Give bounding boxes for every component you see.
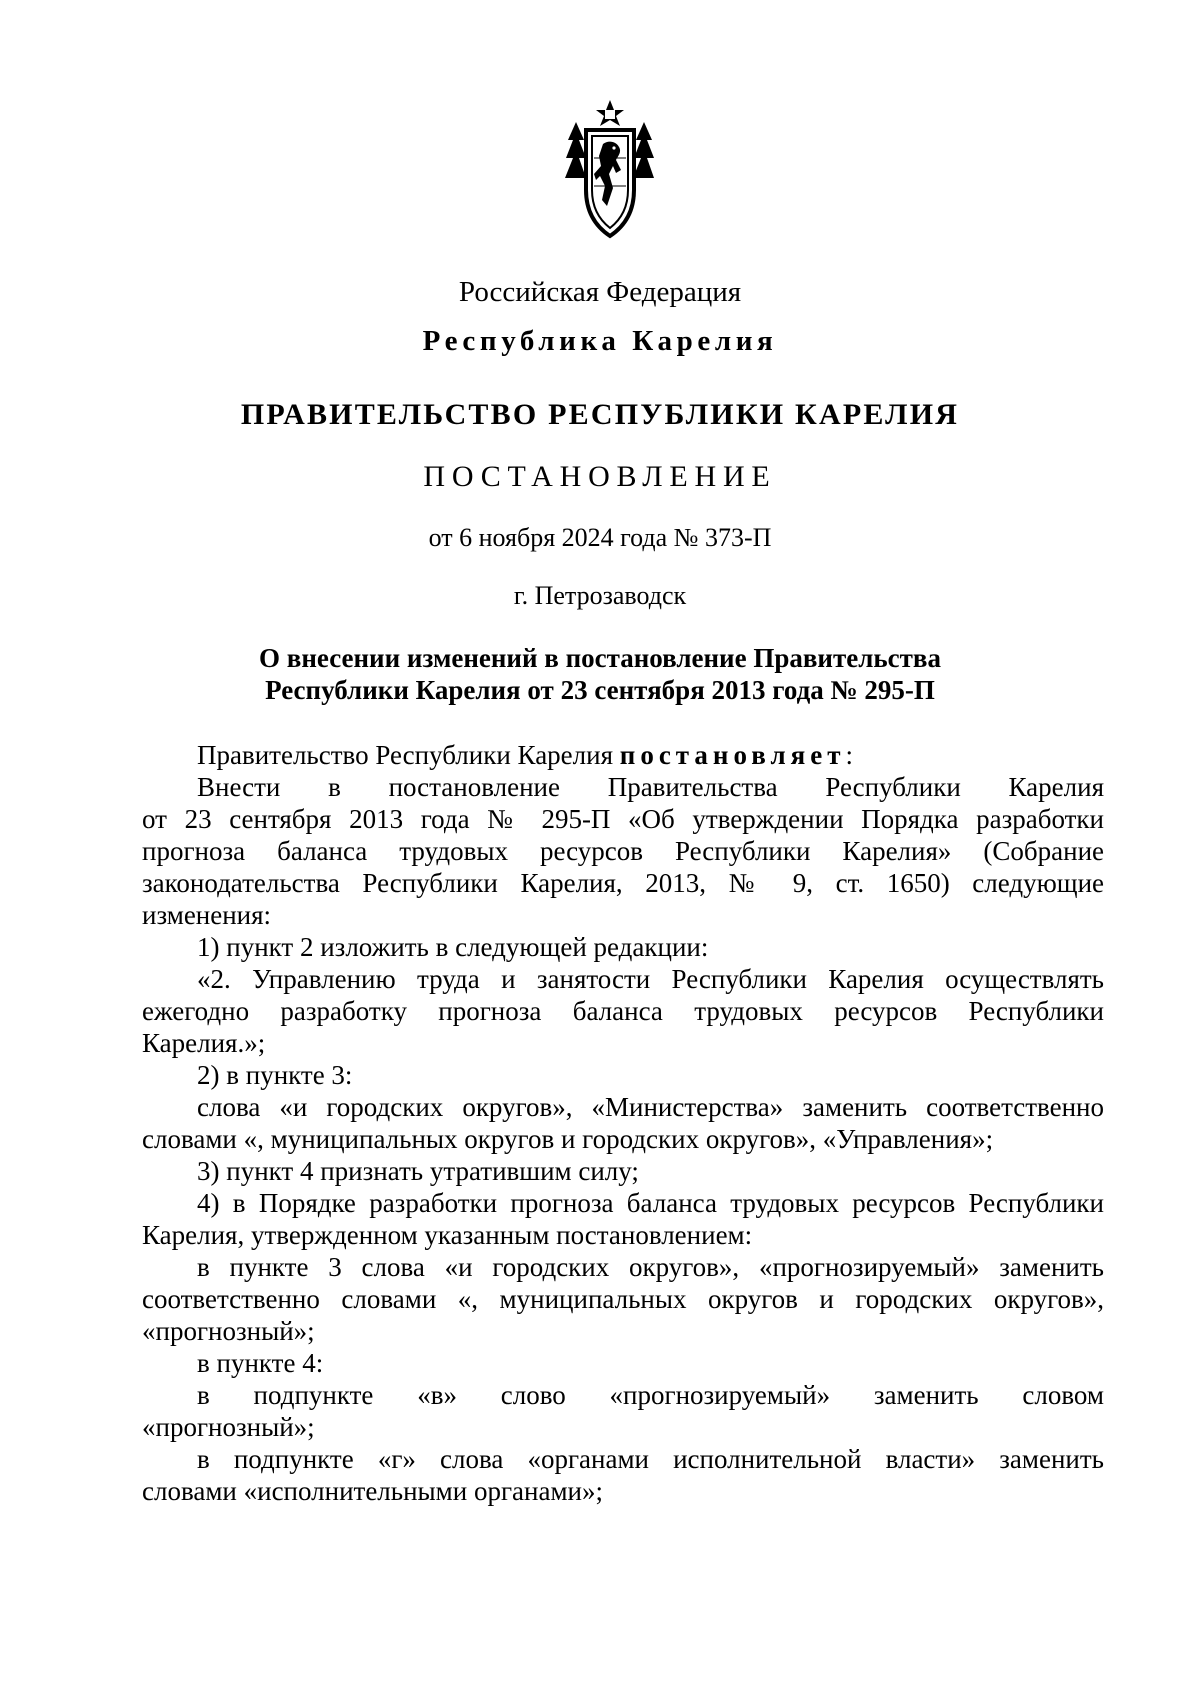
paragraph-line: от 23 сентября 2013 года № 295-П «Об утверждении Порядка разработки xyxy=(142,804,1104,834)
item-1: 1) пункт 2 изложить в следующей редакции: xyxy=(197,932,709,962)
subject-line: Республики Карелия от 23 сентября 2013 года № 295-П xyxy=(265,675,935,705)
document-subject xyxy=(100,642,1100,706)
item-4-subpoint-g xyxy=(142,1443,1104,1507)
item-4-subpoint-v xyxy=(142,1379,1104,1443)
paragraph-line: словами «исполнительными органами»; xyxy=(142,1476,603,1506)
paragraph-line: Внести в постановление Правительства Республики Карелия xyxy=(197,772,1104,802)
paragraph-line: ежегодно разработку прогноза баланса трудовых ресурсов Республики xyxy=(142,996,1104,1026)
paragraph-line: «прогнозный»; xyxy=(142,1316,315,1346)
item-4 xyxy=(142,1187,1104,1251)
government-name: ПРАВИТЕЛЬСТВО РЕСПУБЛИКИ КАРЕЛИЯ xyxy=(240,398,960,431)
paragraph-line: «прогнозный»; xyxy=(142,1412,315,1442)
republic-name: Республика Карелия xyxy=(422,325,778,357)
item-2-text xyxy=(142,1091,1104,1155)
document-type: ПОСТАНОВЛЕНИЕ xyxy=(423,460,777,493)
intro-text: Правительство Республики Карелия xyxy=(197,740,620,770)
paragraph-line: законодательства Республики Карелия, 2013, № 9, ст. 1650) следующие xyxy=(142,868,1104,898)
paragraph-line: изменения: xyxy=(142,900,272,930)
intro-paragraph xyxy=(142,739,1104,771)
document-body xyxy=(142,739,1104,1507)
item-4-point-4: в пункте 4: xyxy=(197,1348,324,1378)
item-2: 2) в пункте 3: xyxy=(197,1060,353,1090)
item-4-point-3 xyxy=(142,1251,1104,1347)
paragraph-amend-intro xyxy=(142,771,1104,931)
paragraph-line: словами «, муниципальных округов и городских округов», «Управления»; xyxy=(142,1124,994,1154)
paragraph-line: прогноза баланса трудовых ресурсов Республики Карелия» (Собрание xyxy=(142,836,1104,866)
document-city: г. Петрозаводск xyxy=(513,581,687,610)
paragraph-line: соответственно словами «, муниципальных округов и городских округов», xyxy=(142,1284,1104,1314)
intro-colon: : xyxy=(845,740,854,770)
coat-of-arms-icon xyxy=(556,98,664,240)
intro-emphasis: постановляет xyxy=(619,740,846,770)
paragraph-line: в пункте 3 слова «и городских округов», «прогнозируемый» заменить xyxy=(197,1252,1104,1282)
subject-line: О внесении изменений в постановление Правительства xyxy=(259,643,941,673)
paragraph-line: «2. Управлению труда и занятости Республики Карелия осуществлять xyxy=(197,964,1104,994)
paragraph-line: в подпункте «г» слова «органами исполнительной власти» заменить xyxy=(197,1444,1104,1474)
paragraph-line: слова «и городских округов», «Министерства» заменить соответственно xyxy=(197,1092,1104,1122)
document-date-number: от 6 ноября 2024 года № 373-П xyxy=(428,523,772,552)
paragraph-line: 4) в Порядке разработки прогноза баланса трудовых ресурсов Республики xyxy=(197,1188,1104,1218)
paragraph-line: Карелия.»; xyxy=(142,1028,266,1058)
item-1-text xyxy=(142,963,1104,1059)
item-3: 3) пункт 4 признать утратившим силу; xyxy=(197,1156,639,1186)
country-name: Российская Федерация xyxy=(458,276,742,308)
paragraph-line: в подпункте «в» слово «прогнозируемый» заменить словом xyxy=(197,1380,1104,1410)
paragraph-line: Карелия, утвержденном указанным постановлением: xyxy=(142,1220,753,1250)
